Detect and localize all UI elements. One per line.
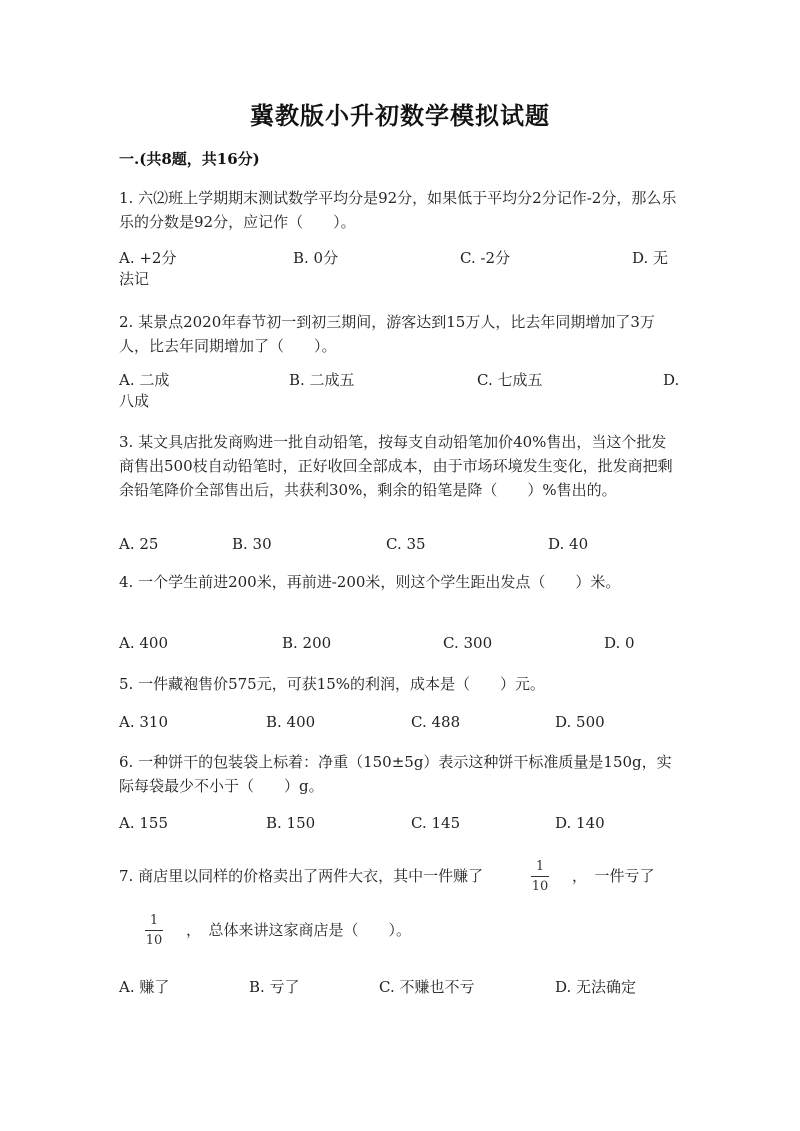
question-1-option-a[interactable]: A. +2分 xyxy=(119,249,177,267)
question-7-option-b[interactable]: B. 亏了 xyxy=(249,978,300,996)
question-5-option-c[interactable]: C. 488 xyxy=(411,713,461,731)
question-1-option-c[interactable]: C. -2分 xyxy=(460,249,511,267)
question-1-option-d[interactable]: D. 无 xyxy=(632,249,669,267)
question-4-option-c[interactable]: C. 300 xyxy=(443,634,493,652)
question-7-option-c[interactable]: C. 不赚也不亏 xyxy=(379,978,475,996)
question-3-option-d[interactable]: D. 40 xyxy=(548,535,589,553)
question-7-option-a[interactable]: A. 赚了 xyxy=(119,978,170,996)
question-6-option-b[interactable]: B. 150 xyxy=(266,814,316,832)
question-6-option-c[interactable]: C. 145 xyxy=(411,814,461,832)
page-title: 冀教版小升初数学模拟试题 xyxy=(250,101,550,130)
question-4-option-b[interactable]: B. 200 xyxy=(282,634,332,652)
question-7-stem-part-1: 7. 商店里以同样的价格卖出了两件大衣，其中一件赚了 xyxy=(119,867,484,885)
question-7-stem-part-3: ， 总体来讲这家商店是（ ）。 xyxy=(186,921,412,939)
fraction-b-numerator: 1 xyxy=(149,913,159,928)
question-1-option-b[interactable]: B. 0分 xyxy=(293,249,339,267)
question-1-option-d-wrap: 法记 xyxy=(119,270,150,288)
question-4-option-d[interactable]: D. 0 xyxy=(604,634,635,652)
question-3-option-c[interactable]: C. 35 xyxy=(386,535,426,553)
fraction-a-denominator: 10 xyxy=(531,879,549,894)
question-2-option-b[interactable]: B. 二成五 xyxy=(289,371,355,389)
question-6-option-d[interactable]: D. 140 xyxy=(555,814,605,832)
question-2-option-a[interactable]: A. 二成 xyxy=(119,371,170,389)
question-4-stem: 4. 一个学生前进200米，再前进-200米，则这个学生距出发点（ ）米。 xyxy=(119,573,621,591)
question-4-option-a[interactable]: A. 400 xyxy=(119,634,168,652)
question-2-option-c[interactable]: C. 七成五 xyxy=(477,371,543,389)
question-2-stem: 2. 某景点2020年春节初一到初三期间，游客达到15万人，比去年同期增加了3万人，比去年同期增加了（ ）。 xyxy=(119,313,655,355)
question-2-option-d[interactable]: D. xyxy=(663,371,680,389)
question-7-option-d[interactable]: D. 无法确定 xyxy=(555,978,637,996)
fraction-a-numerator: 1 xyxy=(535,859,545,874)
question-6-stem: 6. 一种饼干的包装袋上标着：净重（150±5g）表示这种饼干标准质量是150g，实际每袋最少不小于（ ）g。 xyxy=(119,753,672,795)
question-5-option-b[interactable]: B. 400 xyxy=(266,713,316,731)
question-6-option-a[interactable]: A. 155 xyxy=(119,814,168,832)
question-5-stem: 5. 一件藏袍售价575元，可获15%的利润，成本是（ ）元。 xyxy=(119,675,546,693)
section-heading: 一.(共8题，共16分) xyxy=(119,150,260,168)
fraction-b-bar xyxy=(145,930,163,931)
question-5-option-d[interactable]: D. 500 xyxy=(555,713,605,731)
question-3-option-b[interactable]: B. 30 xyxy=(232,535,272,553)
question-5-option-a[interactable]: A. 310 xyxy=(119,713,168,731)
fraction-a-bar xyxy=(531,876,549,877)
question-2-option-d-wrap: 八成 xyxy=(119,392,150,410)
question-3-option-a[interactable]: A. 25 xyxy=(119,535,159,553)
question-7-stem-part-2: ， 一件亏了 xyxy=(572,867,655,885)
question-3-stem: 3. 某文具店批发商购进一批自动铅笔，按每支自动铅笔加价40%售出，当这个批发商售出500枝自动铅笔时，正好收回全部成本，由于市场环境发生变化，批发商把剩余铅笔降价全部售出后，共获利30%，剩余的铅笔是降（ ）%售出的。 xyxy=(119,433,673,499)
question-1-stem: 1. 六⑵班上学期期末测试数学平均分是92分，如果低于平均分2分记作-2分，那么乐乐的分数是92分，应记作（ ）。 xyxy=(119,189,677,231)
fraction-one-tenth-b xyxy=(145,913,163,948)
fraction-one-tenth-a xyxy=(531,859,549,894)
fraction-b-denominator: 10 xyxy=(145,933,163,948)
